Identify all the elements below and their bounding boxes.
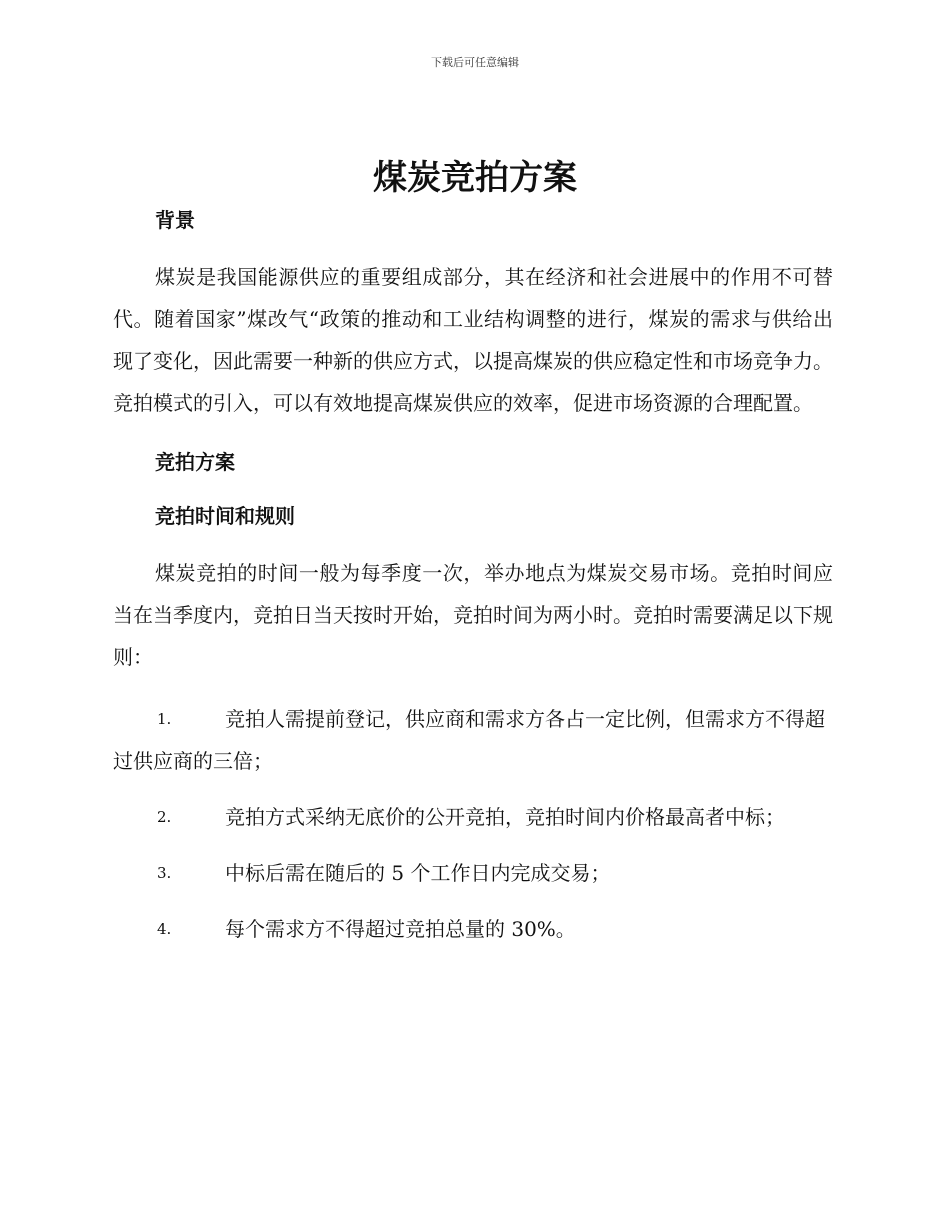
list-item: [113, 796, 833, 838]
list-item-text: 竞拍人需提前登记，供应商和需求方各占一定比例，但需求方不得超过供应商的三倍；: [113, 707, 825, 773]
paragraph-background: 煤炭是我国能源供应的重要组成部分，其在经济和社会进展中的作用不可替代。随着国家”煤改气“政策的推动和工业结构调整的进行，煤炭的需求与供给出现了变化，因此需要一种新的供应方式，以提高煤炭的供应稳定性和市场竞争力。竞拍模式的引入，可以有效地提高煤炭供应的效率，促进市场资源的合理配置。: [113, 265, 833, 415]
list-item: [113, 908, 833, 950]
heading-time-and-rules: 竞拍时间和规则: [155, 504, 295, 528]
list-item: [113, 852, 833, 894]
document-title: 煤炭竞拍方案: [373, 158, 577, 198]
list-number: 1.: [157, 710, 172, 728]
header-note: 下载后可任意编辑: [431, 56, 519, 69]
list-number: 4.: [157, 920, 172, 938]
list-item-text: 中标后需在随后的 5 个工作日内完成交易；: [225, 861, 611, 885]
document-body: [113, 200, 833, 950]
heading-auction-plan: 竞拍方案: [155, 450, 235, 474]
list-item-text: 每个需求方不得超过竞拍总量的 30%。: [225, 917, 576, 941]
list-number: 3.: [157, 864, 172, 882]
list-item: [113, 698, 833, 782]
list-item-text: 竞拍方式采纳无底价的公开竞拍，竞拍时间内价格最高者中标；: [225, 805, 785, 829]
heading-background: 背景: [155, 208, 195, 232]
paragraph-rules: 煤炭竞拍的时间一般为每季度一次，举办地点为煤炭交易市场。竞拍时间应当在当季度内，竞拍日当天按时开始，竞拍时间为两小时。竞拍时需要满足以下规则：: [113, 561, 833, 669]
list-number: 2.: [157, 808, 172, 826]
